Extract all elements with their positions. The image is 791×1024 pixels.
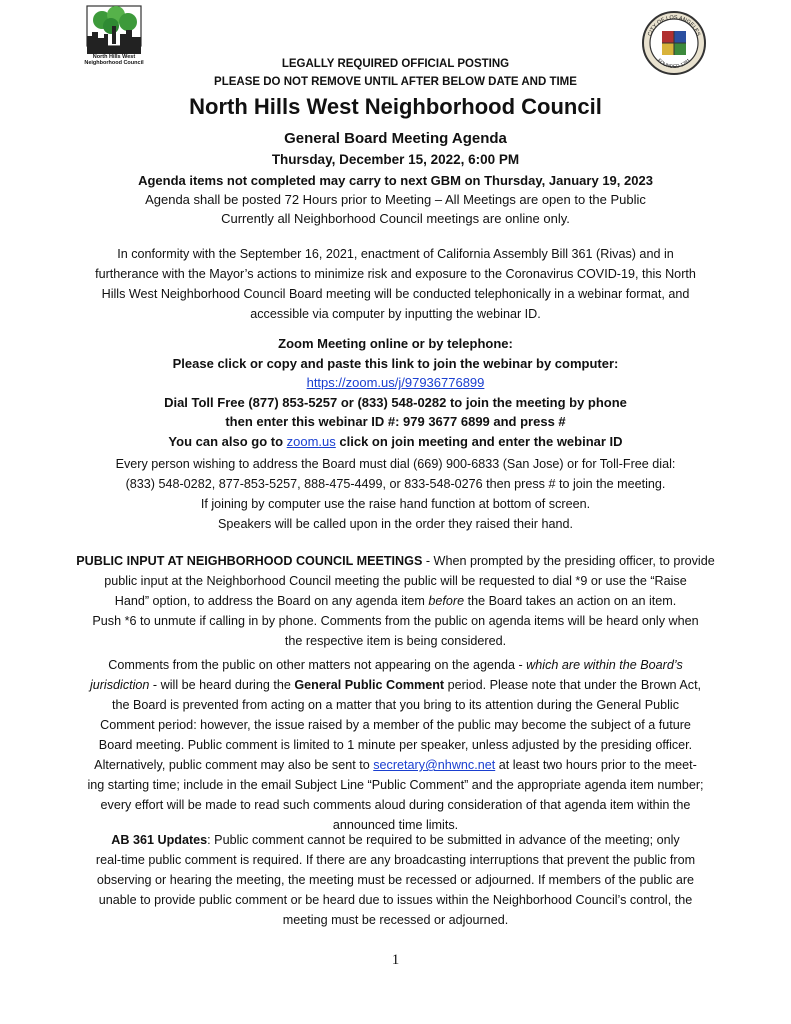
comments-text: announced time limits. [332,818,459,832]
comments-text: Alternatively, public comment may also be sent to [94,758,374,772]
ab361-text: real-time public comment is required. If there are any broadcasting interruptions that prevent the public from [95,853,696,867]
conformity-paragraph [60,244,731,324]
zoom-site-link[interactable]: zoom.us [286,433,336,449]
dial-line: If joining by computer use the raise hand function at bottom of screen. [200,497,591,511]
zoom-instructions [60,334,731,451]
comments-text: period. Please note that under the Brown Act, [444,678,702,692]
dial-line: Every person wishing to address the Board must dial (669) 900-6833 (San Jose) or for Toll-Free dial: [115,457,676,471]
public-input-section [60,551,731,651]
posting-note: Agenda shall be posted 72 Hours prior to Meeting – All Meetings are open to the Public [145,192,646,207]
comments-text: Comment period: however, the issue raised by a member of the public may become the subject of a future [100,718,691,732]
carry-over-note: Agenda items not completed may carry to next GBM on Thursday, January 19, 2023 [138,173,653,188]
webinar-id-line: then enter this webinar ID #: 979 3677 6899 and press # [225,414,566,429]
comments-text: - will be heard during the [149,678,295,692]
dial-line: (833) 548-0282, 877-853-5257, 888-475-4499, or 833-548-0276 then press # to join the meeting. [125,477,666,491]
logo-text-line1: North Hills West [92,54,136,60]
zoom-webinar-link[interactable]: https://zoom.us/j/97936776899 [306,375,485,390]
ab361-text: unable to provide public comment or be heard due to issues within the Neighborhood Council’s control, the [98,893,693,907]
agenda-subtitle: General Board Meeting Agenda [284,130,507,147]
zoom-site-pre: You can also go to [168,433,287,449]
page-title: North Hills West Neighborhood Council [189,94,602,119]
meeting-datetime: Thursday, December 15, 2022, 6:00 PM [271,152,520,167]
comments-emphasis: jurisdiction [89,678,150,692]
conformity-line: furtherance with the Mayor’s actions to minimize risk and exposure to the Coronavirus COVID-19, this North [95,267,696,281]
zoom-link-instructions: Please click or copy and paste this link to join the webinar by computer: [172,355,619,371]
public-input-text: the respective item is being considered. [284,634,507,648]
online-only-note: Currently all Neighborhood Council meetings are online only. [221,211,570,226]
dial-instructions [60,454,731,534]
public-input-text: the Board takes an action on an item. [464,594,677,608]
comments-text: ing starting time; include in the email Subject Line “Public Comment” and the appropriate agenda item number; [87,778,704,792]
ab361-section [60,830,731,930]
zoom-heading: Zoom Meeting online or by telephone: [278,336,513,351]
comments-text: the Board is prevented from acting on a matter that you bring to its attention during the General Public [111,698,680,712]
zoom-site-line [60,432,731,452]
seal-text-top: CITY OF LOS ANGELES [647,14,701,38]
public-input-text: Push *6 to unmute if calling in by phone. Comments from the public on agenda items will be heard only when [92,614,699,628]
public-input-text: - When prompted by the presiding officer, to provide [422,554,715,568]
conformity-line: accessible via computer by inputting the webinar ID. [250,307,541,321]
comments-text: at least two hours prior to the meet- [495,758,697,772]
public-input-text: public input at the Neighborhood Council meeting the public will be requested to dial *9 or use the “Raise [104,574,687,588]
do-not-remove-line: PLEASE DO NOT REMOVE UNTIL AFTER BELOW DATE AND TIME [214,76,577,88]
comments-text: every effort will be made to read such comments aloud during consideration of that agenda item within the [100,798,691,812]
general-comments-section [60,655,731,835]
comments-text: Board meeting. Public comment is limited to 1 minute per speaker, unless adjusted by the presiding officer. [98,738,693,752]
ab361-text: meeting must be recessed or adjourned. [282,913,509,927]
logo-text-line2: Neighborhood Council [84,60,144,66]
public-input-emphasis: before [428,594,465,608]
ab361-heading: AB 361 Updates [111,833,208,847]
conformity-line: In conformity with the September 16, 2021, enactment of California Assembly Bill 361 (Rivas) and in [117,247,674,261]
page-number: 1 [391,952,400,968]
public-input-text: Hand” option, to address the Board on any agenda item [114,594,429,608]
seal-text-bottom: FOUNDED 1781 [655,57,693,71]
ab361-text: : Public comment cannot be required to be submitted in advance of the meeting; only [207,833,680,847]
public-input-heading: PUBLIC INPUT AT NEIGHBORHOOD COUNCIL MEETINGS [76,554,423,568]
dial-toll-free-line: Dial Toll Free (877) 853-5257 or (833) 548-0282 to join the meeting by phone [164,394,627,410]
dial-line: Speakers will be called upon in the order they raised their hand. [218,517,573,531]
legal-posting-line: LEGALLY REQUIRED OFFICIAL POSTING [281,58,510,70]
ab361-text: observing or hearing the meeting, the meeting must be recessed or adjourned. If members of the public are [96,873,695,887]
comments-emphasis: which are within the Board’s [526,658,683,672]
secretary-email-link[interactable]: secretary@nhwnc.net [373,758,496,772]
zoom-site-post: click on join meeting and enter the webinar ID [335,433,623,449]
comments-text: Comments from the public on other matters not appearing on the agenda - [108,658,527,672]
general-public-comment-label: General Public Comment [294,678,445,692]
conformity-line: Hills West Neighborhood Council Board meeting will be conducted telephonically in a webinar format, and [101,287,690,301]
